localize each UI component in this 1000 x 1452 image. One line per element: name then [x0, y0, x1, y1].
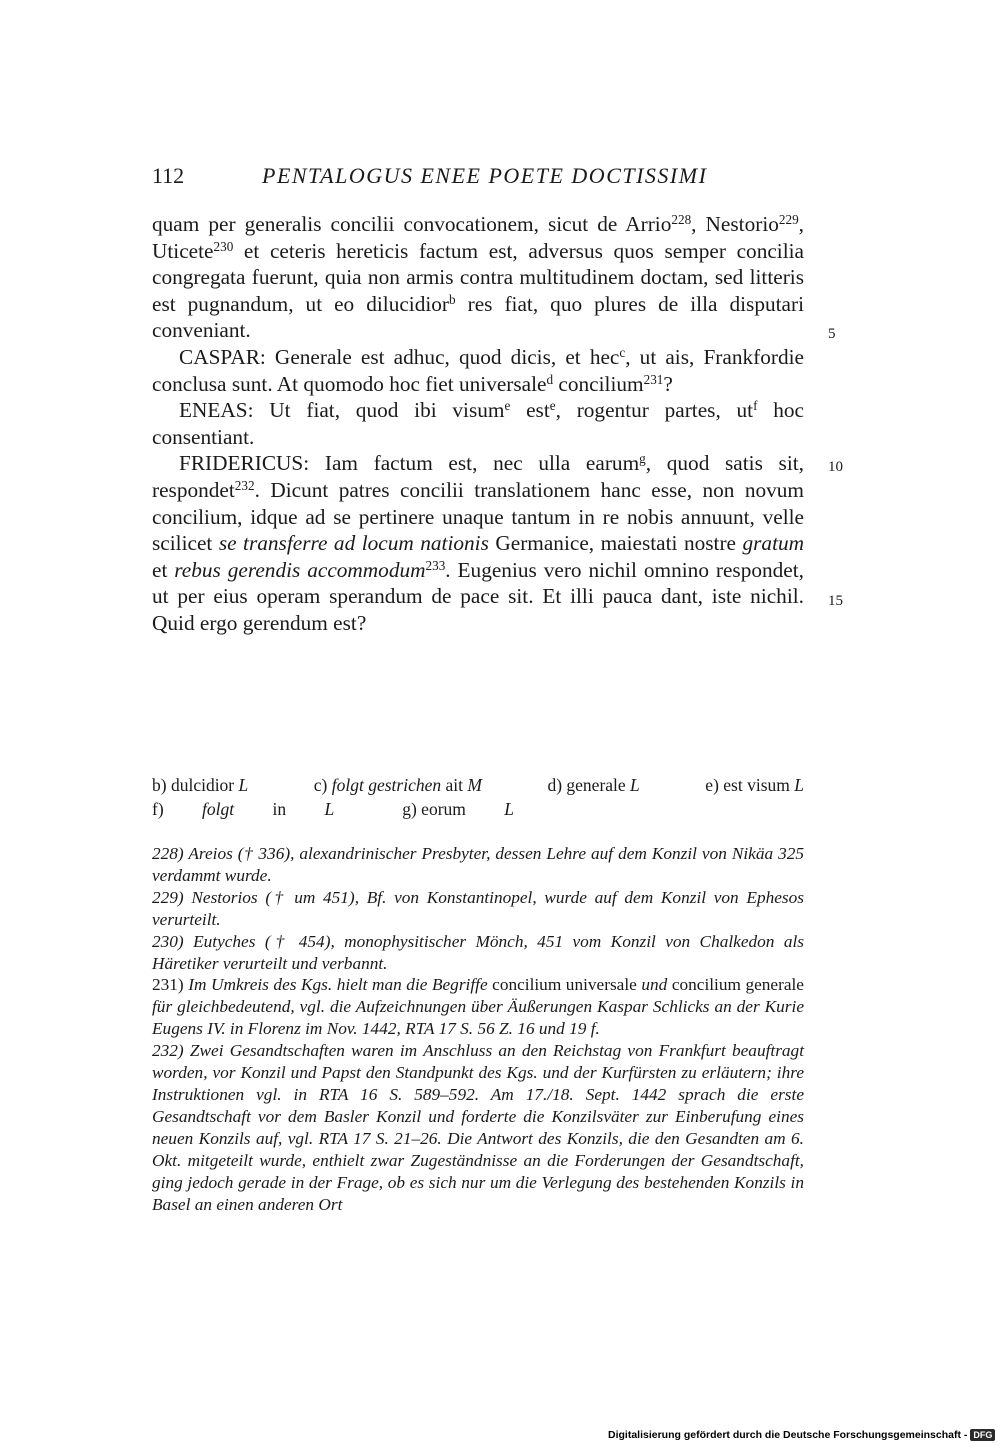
variant-ref-e: e	[549, 397, 556, 413]
text-run: , ut ais, Frankfordie conclusa sunt. At quomodo hoc fiet universale	[152, 344, 804, 396]
text-run: ENEAS: Ut fiat, quod ibi visum	[179, 398, 505, 423]
italic-quote: se transferre ad locum nationis	[218, 531, 489, 556]
footer-text: Digitalisierung gefördert durch die Deutsche Forschungsgemeinschaft -	[608, 1429, 968, 1441]
text-run: ?	[663, 371, 673, 396]
footnote-ref-228: 228	[671, 211, 692, 227]
footnote-ref-230: 230	[213, 238, 234, 254]
text-run: hoc consentiant.	[152, 398, 805, 449]
commentary-notes	[152, 843, 804, 1215]
running-title: PENTALOGUS ENEE POETE DOCTISSIMI	[262, 163, 708, 188]
text-run: . Dicunt patres concilii translationem hanc esse, non novum concilium, idque ad se pertinere unaque tantum in re nobis annuunt, velle scilicet	[152, 477, 804, 556]
dfg-logo: DFG	[970, 1429, 995, 1441]
paragraph-fridericus	[152, 450, 804, 636]
text-run: concilium	[553, 371, 644, 396]
critical-apparatus	[152, 773, 804, 821]
note-230: 230) Eutyches († 454), monophysitischer Mönch, 451 vom Konzil von Chalkedon als Häretiker verurteilt und verbannt.	[152, 931, 804, 973]
main-text	[152, 211, 804, 637]
apparatus-entry-b: b) dulcidior L	[152, 775, 249, 795]
note-228: 228) Areios († 336), alexandrinischer Presbyter, dessen Lehre auf dem Konzil von Nikäa 325 verdammt wurde.	[152, 844, 804, 885]
variant-ref-e: e	[504, 397, 511, 413]
italic-quote: gratum	[742, 531, 805, 556]
text-run: Germanice, maiestati nostre	[488, 531, 743, 556]
apparatus-row	[152, 797, 804, 821]
apparatus-row	[152, 773, 804, 797]
line-number-10: 10	[828, 459, 843, 475]
footnote-ref-232: 232	[234, 477, 255, 493]
apparatus-entry-g: g) eorum L	[402, 799, 515, 819]
italic-quote: rebus gerendis accommodum	[174, 557, 426, 582]
text-run: est	[510, 398, 550, 423]
running-header	[152, 163, 812, 189]
line-number-5: 5	[828, 326, 836, 342]
variant-ref-d: d	[546, 371, 554, 387]
text-run: , rogentur partes, ut	[555, 398, 754, 423]
text-run: . Eugenius vero nichil omnino respondet, ut per eius operam sperandum de pace sit. Et illi pauca dant, iste nichil. Quid ergo gerendum est?	[152, 557, 804, 635]
footnote-ref-229: 229	[778, 211, 799, 227]
variant-ref-c: c	[619, 344, 626, 360]
page-number: 112	[152, 163, 185, 188]
apparatus-entry-d: d) generale L	[547, 775, 640, 795]
paragraph-1	[152, 211, 804, 344]
apparatus-entry-c: c) folgt gestrichen ait M	[313, 775, 482, 795]
digitization-footer	[608, 1429, 995, 1441]
variant-ref-g: g	[639, 451, 646, 467]
line-number-15: 15	[828, 593, 843, 609]
text-run: res fiat, quo plures de illa disputari conveniant.	[152, 291, 804, 343]
text-run: quam per generalis concilii convocationem, sicut de Arrio	[152, 212, 672, 236]
text-run: et	[152, 557, 175, 582]
text-run: FRIDERICUS: Iam factum est, nec ulla earum	[179, 451, 640, 476]
variant-ref-b: b	[449, 291, 456, 307]
text-run: , Uticete	[152, 212, 804, 263]
text-run: , Nestorio	[691, 212, 779, 236]
note-232: 232) Zwei Gesandtschaften waren im Anschluss an den Reichstag von Frankfurt beauftragt worden, vor Konzil und Papst den Standpunkt des Kgs. und der Kurfürsten zu erläutern; ihre Instruktionen vgl. in RTA 16 S. 589–592. Am 17./18. Sept. 1442 sprach die erste Gesandtschaft vor dem Basler Konzil und forderte die Konzilsväter zur Einberufung eines neuen Konzils auf, vgl. RTA 17 S. 21–26. Die Antwort des Konzils, die den Gesandten am 6. Okt. mitgeteilt wurde, enthielt zwar Zugeständnisse an die Forderungen der Gesandtschaft, ging jedoch gerade in der Frage, ob es sich nur um die Verlegung des bestehenden Konzils in Basel an einen anderen Ort	[152, 1041, 804, 1214]
text-run: et ceteris hereticis factum est, adversus quos semper concilia congregata fuerunt, quia non armis contra multitudinem doctam, sed litteris est pugnandum, ut eo dilucidior	[152, 238, 804, 316]
text-run: CASPAR: Generale est adhuc, quod dicis, et hec	[179, 344, 620, 369]
note-229: 229) Nestorios († um 451), Bf. von Konstantinopel, wurde auf dem Konzil von Ephesos verurteilt.	[152, 887, 804, 929]
variant-ref-f: f	[753, 397, 758, 413]
note-231: 231) Im Umkreis des Kgs. hielt man die Begriffe concilium universale und concilium generale für gleichbedeutend, vgl. die Aufzeichnungen über Äußerungen Kaspar Schlicks an der Kurie Eugens IV. in Florenz im Nov. 1442, RTA 17 S. 56 Z. 16 und 19 f.	[152, 975, 804, 1039]
paragraph-caspar	[152, 344, 804, 397]
text-run: , quod satis sit, respondet	[152, 451, 805, 502]
paragraph-eneas	[152, 397, 804, 450]
footnote-ref-233: 233	[425, 557, 446, 573]
footnote-ref-231: 231	[643, 371, 664, 387]
apparatus-entry-f: f) folgt in L	[152, 799, 335, 819]
apparatus-entry-e: e) est visum L	[705, 775, 804, 795]
